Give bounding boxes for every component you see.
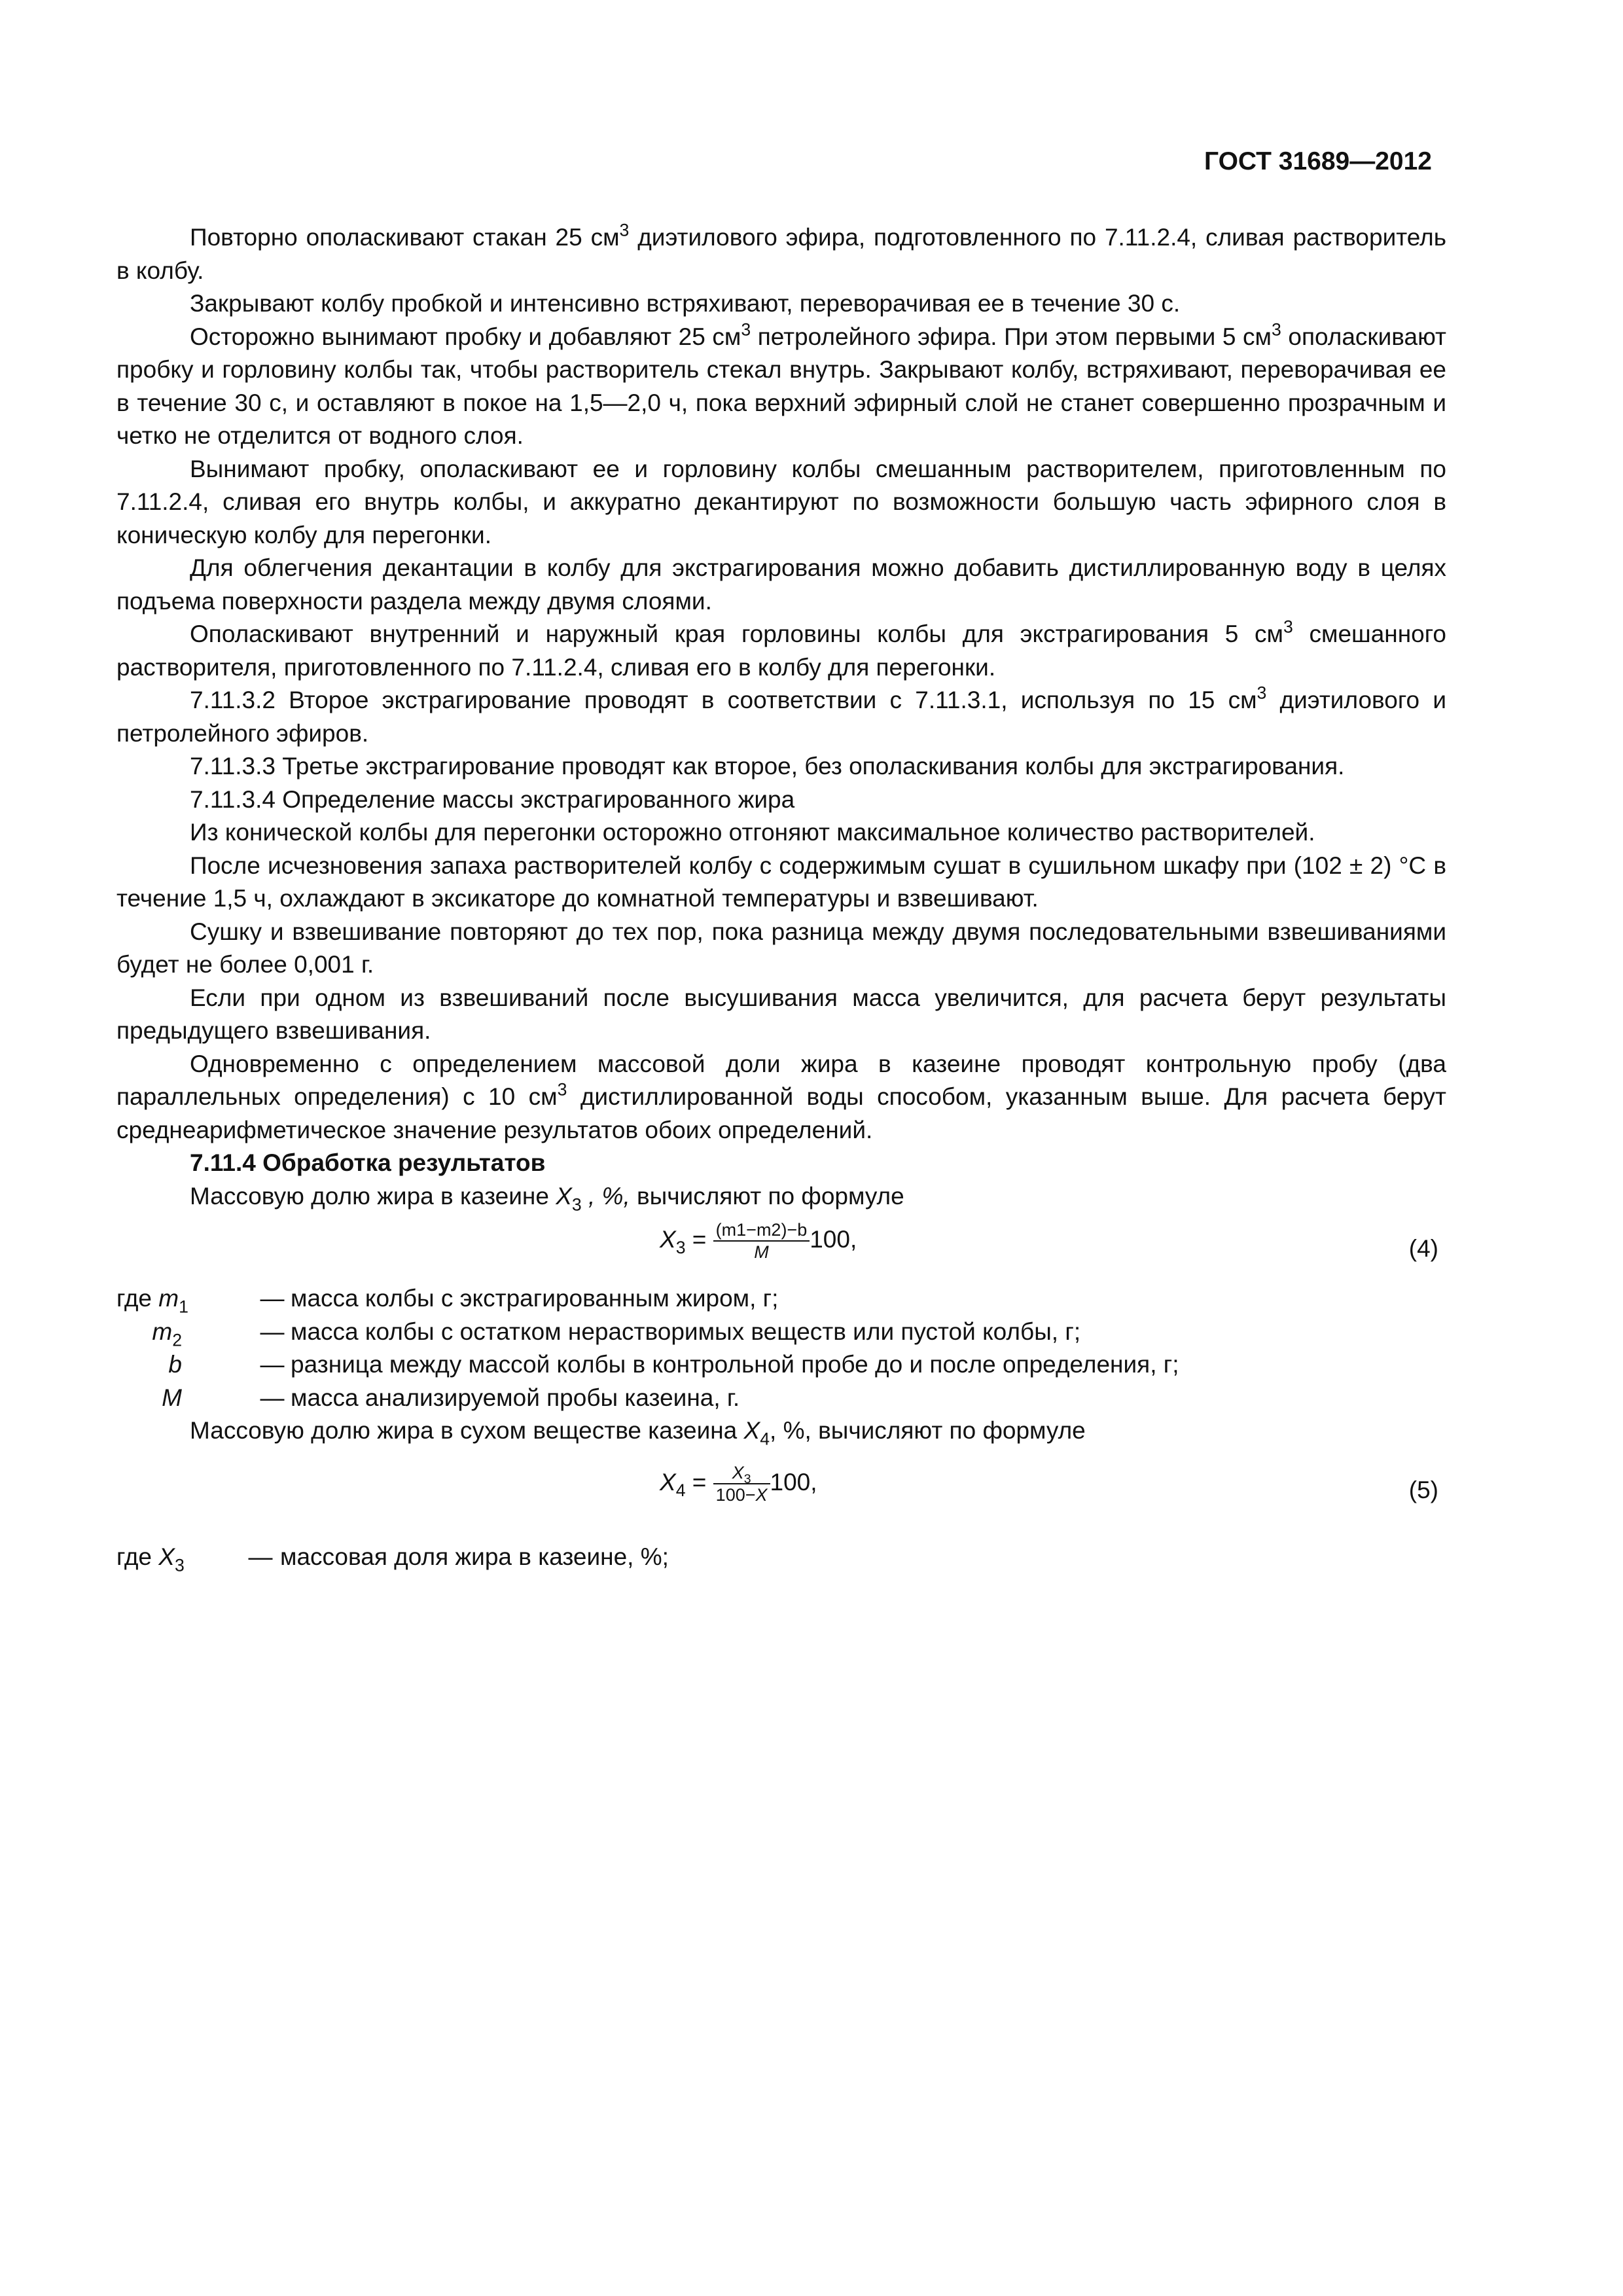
paragraph: Для облегчения декантации в колбу для экстрагирования можно добавить дистиллированную воду в целях подъема поверхности раздела между двумя слоями. [116,554,1446,615]
paragraph: 7.11.3.2 Второе экстрагирование проводят в соответствии с 7.11.3.1, используя по 15 $см^3$ диэтилового и петролейного эфиров. [116,683,1446,747]
definition-row: где $m_1$ — масса колбы с экстрагированным жиром, г; [116,1285,779,1317]
section-heading: 7.11.4 Обработка результатов [190,1149,546,1176]
paragraph: Из конической колбы для перегонки осторожно отгоняют максимальное количество растворителей. [190,819,1315,846]
formula-4 [116,1213,1446,1294]
fraction-numerator: (m1−m2)−b [713,1219,810,1242]
equation-number: (4) [1408,1235,1438,1262]
paragraph: Закрывают колбу пробкой и интенсивно встряхивают, переворачивая ее в течение 30 с. [190,290,1181,317]
definition-row: $m_2$ — масса колбы с остатком нерастворимых веществ или пустой колбы, г; [152,1318,1081,1350]
formula-5 [116,1448,1446,1546]
equation-number: (5) [1408,1476,1438,1503]
definition-row: M — масса анализируемой пробы казеина, г. [162,1384,740,1411]
fraction-denominator: M [754,1242,769,1262]
paragraph: Массовую долю жира в казеине $X_3$ , %, вычисляют по формуле [190,1182,904,1214]
definition-row: где $X_3$ — массовая доля жира в казеине, %; [116,1543,669,1575]
document-code: ГОСТ 31689—2012 [1204,147,1432,175]
fraction [713,1219,810,1263]
fraction [713,1462,770,1505]
paragraph: После исчезновения запаха растворителей колбу с содержимым сушат в сушильном шкафу при (102 ± 2) °С в течение 1,5 ч, охлаждают в эксикаторе до комнатной температуры и взвешивают. [116,852,1446,912]
fraction-denominator: 100−X [715,1484,768,1505]
subsection-title: 7.11.3.4 Определение массы экстрагированного жира [190,785,795,813]
paragraph: Массовую долю жира в сухом веществе казеина $X_4$, %, вычисляют по формуле [190,1417,1086,1449]
paragraph: 7.11.3.3 Третье экстрагирование проводят как второе, без ополаскивания колбы для экстрагирования. [190,753,1345,780]
paragraph: Повторно ополаскивают стакан 25 $см^3$ диэтилового эфира, подготовленного по 7.11.2.4, сливая растворитель в колбу. [116,220,1446,284]
fraction-numerator: $X_3$ [713,1462,770,1484]
formula-expression: $X_4$ = $\frac{X_3}{100-X}$ 100, [660,1462,817,1505]
paragraph: Вынимают пробку, ополаскивают ее и горловину колбы смешанным растворителем, приготовленным по 7.11.2.4, сливая его внутрь колбы, и аккуратно декантируют по возможности большую часть эфирного слоя в коническую колбу для перегонки. [116,455,1446,548]
paragraph: Сушку и взвешивание повторяют до тех пор, пока разница между двумя последовательными взвешиваниями будет не более 0,001 г. [116,918,1446,978]
document-body [116,221,1446,1573]
paragraph: Одновременно с определением массовой доли жира в казеине проводят контрольную пробу (два параллельных определения) с 10 $см^3$ дистиллированной воды способом, указанным выше. Для расчета берут среднеарифметическое значение результатов обоих определений. [116,1050,1446,1143]
paragraph: Осторожно вынимают пробку и добавляют 25 $см^3$ петролейного эфира. При этом первыми 5 $см^3$ ополаскивают пробку и горловину колбы так, чтобы растворитель стекал внутрь. Закрывают колбу, встряхивают, переворачивая ее в течение 30 с, и оставляют в покое на 1,5—2,0 ч, пока верхний эфирный слой не станет совершенно прозрачным и четко не отделится от водного слоя. [116,319,1446,449]
definition-row: b — разница между массой колбы в контрольной пробе до и после определения, г; [168,1351,1179,1378]
formula-expression: $X_3$ = $\frac{(m1-m2)-b}{M}$ 100, [660,1220,857,1262]
paragraph: Если при одном из взвешиваний после высушивания масса увеличится, для расчета берут результаты предыдущего взвешивания. [116,984,1446,1044]
paragraph: Ополаскивают внутренний и наружный края горловины колбы для экстрагирования 5 $см^3$ смешанного растворителя, приготовленного по 7.11.2.4, сливая его в колбу для перегонки. [116,617,1446,681]
definitions-list [116,1282,1446,1414]
